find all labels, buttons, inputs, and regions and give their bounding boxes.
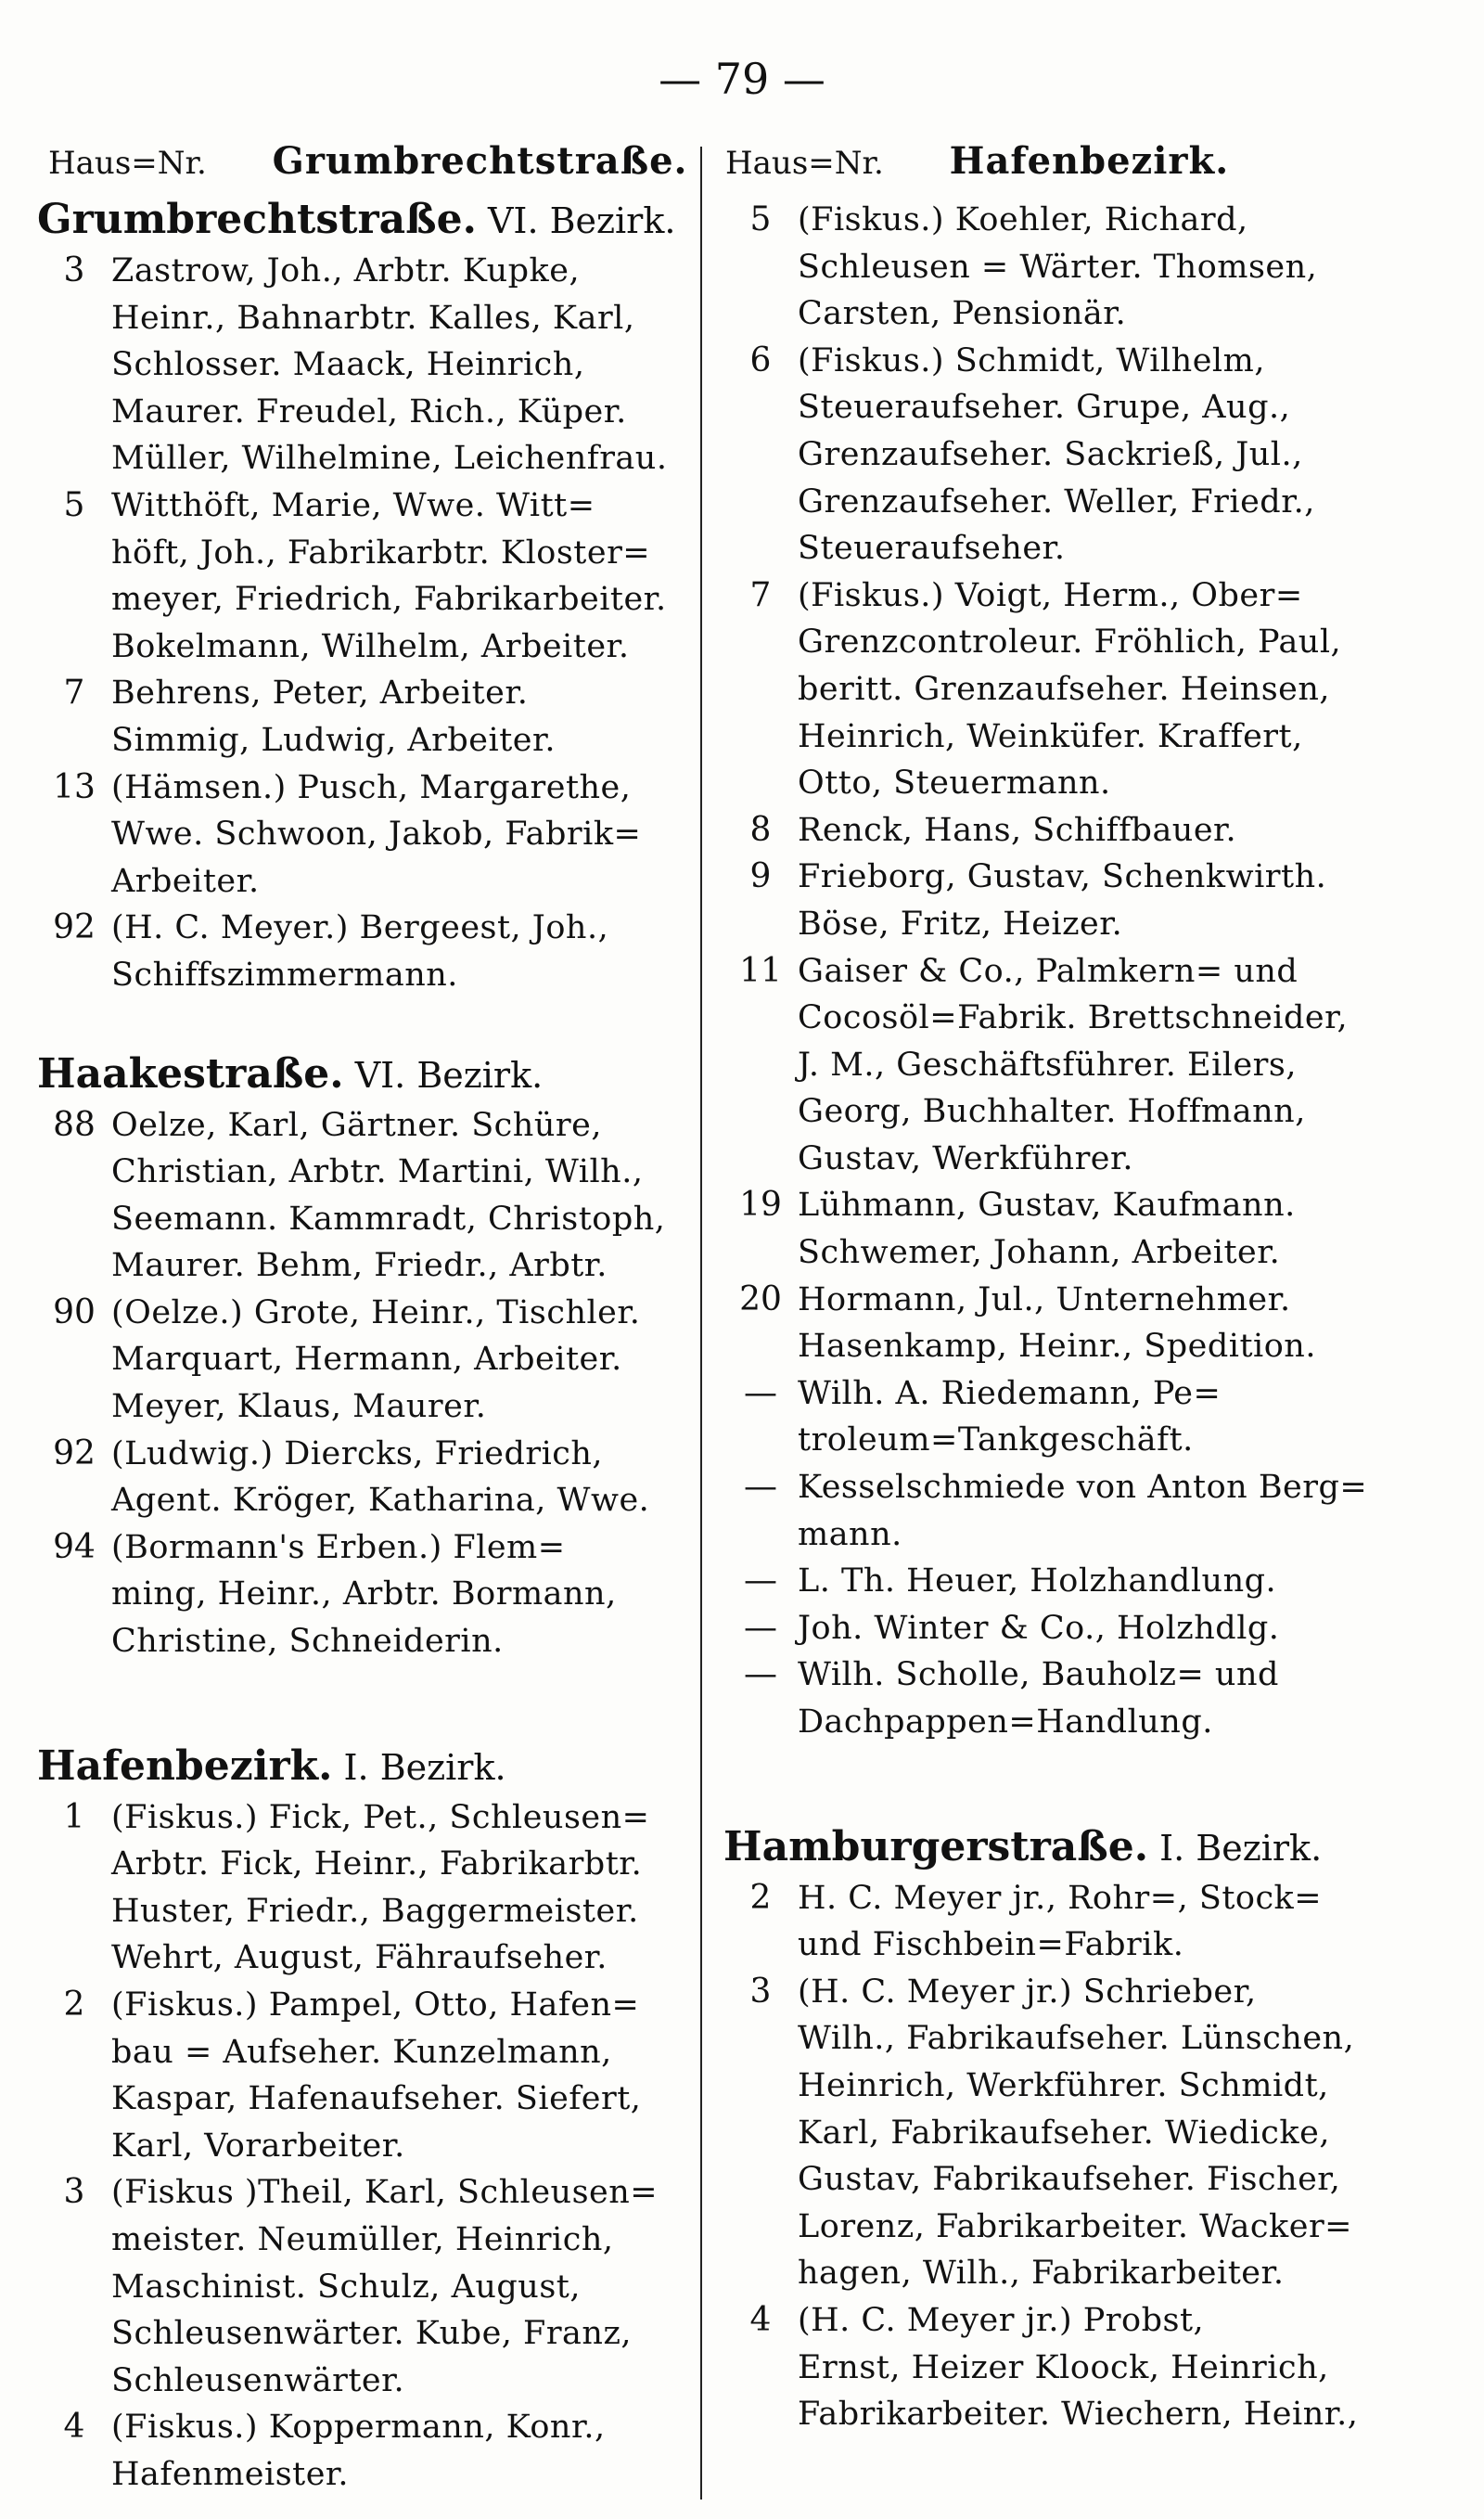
house-number: — <box>744 1562 777 1600</box>
house-number: 4 <box>63 2408 85 2447</box>
resident-line: Seemann. Kammradt, Christoph, <box>111 1200 666 1238</box>
resident-line: Böse, Fritz, Heizer. <box>798 905 1123 943</box>
house-entry <box>37 905 686 998</box>
resident-line: mann. <box>798 1515 902 1553</box>
house-number: 9 <box>749 857 772 896</box>
resident-lines <box>111 1290 686 1431</box>
resident-line: J. M., Geschäftsführer. Eilers, <box>798 1046 1297 1084</box>
house-entry <box>723 1875 1391 1969</box>
resident-line: Maschinist. Schulz, August, <box>111 2268 581 2306</box>
house-number: 92 <box>53 908 96 947</box>
house-entry <box>37 2404 686 2498</box>
resident-lines <box>798 948 1391 1183</box>
resident-line: Wilh. Scholle, Bauholz= und <box>798 1656 1279 1694</box>
house-number: 8 <box>749 810 772 849</box>
house-number: — <box>744 1373 777 1412</box>
resident-line: hagen, Wilh., Fabrikarbeiter. <box>798 2255 1285 2293</box>
resident-line: Fabrikarbeiter. Wiechern, Heinr., <box>798 2396 1359 2434</box>
running-head-label: Haus=Nr. <box>725 145 884 182</box>
house-number: — <box>744 1655 777 1694</box>
resident-line: (H. C. Meyer.) Bergeest, Joh., <box>111 909 609 947</box>
resident-line: Heinrich, Werkführer. Schmidt, <box>798 2066 1329 2104</box>
house-number: 88 <box>53 1105 96 1144</box>
street-section <box>37 1051 686 1665</box>
resident-lines <box>111 670 686 764</box>
house-entry <box>37 670 686 764</box>
house-number: 3 <box>749 1972 772 2011</box>
resident-lines <box>798 572 1391 807</box>
running-head-right <box>725 139 1229 183</box>
resident-line: Karl, Fabrikaufseher. Wiedicke, <box>798 2114 1330 2152</box>
resident-line: ming, Heinr., Arbtr. Bormann, <box>111 1575 617 1613</box>
resident-line: Grenzaufseher. Weller, Friedr., <box>798 482 1315 521</box>
street-heading <box>723 1824 1391 1871</box>
resident-line: Meyer, Klaus, Maurer. <box>111 1388 487 1426</box>
resident-line: Wilh. A. Riedemann, Pe= <box>798 1374 1222 1412</box>
street-section <box>723 1824 1391 2438</box>
resident-line: (Fiskus.) Koppermann, Konr., <box>111 2409 606 2447</box>
house-entry <box>37 1794 686 1982</box>
resident-line: Karl, Vorarbeiter. <box>111 2127 405 2165</box>
resident-line: Schwemer, Johann, Arbeiter. <box>798 1234 1281 1272</box>
street-name: Hamburgerstraße. <box>723 1822 1149 1870</box>
house-entry <box>37 1290 686 1431</box>
house-number: 5 <box>749 200 772 238</box>
resident-lines <box>798 1464 1391 1558</box>
resident-line: Kaspar, Hafenaufseher. Siefert, <box>111 2080 642 2118</box>
house-entry <box>723 1558 1391 1605</box>
section-spacer <box>723 1746 1391 1824</box>
house-entry <box>37 1431 686 1524</box>
district-label: I. Bezirk. <box>1159 1827 1323 1869</box>
house-entry <box>723 854 1391 947</box>
house-entry <box>37 1102 686 1290</box>
house-entry <box>37 2169 686 2404</box>
resident-line: Ernst, Heizer Kloock, Heinrich, <box>798 2348 1329 2386</box>
house-number: 19 <box>739 1186 782 1225</box>
house-entry <box>723 1651 1391 1745</box>
resident-line: Cocosöl=Fabrik. Brettschneider, <box>798 999 1349 1037</box>
resident-line: troleum=Tankgeschäft. <box>798 1421 1194 1459</box>
resident-line: Renck, Hans, Schiffbauer. <box>798 811 1237 849</box>
resident-lines <box>798 1875 1391 1969</box>
resident-line: (Fiskus.) Fick, Pet., Schleusen= <box>111 1798 650 1836</box>
house-number: 20 <box>739 1279 782 1318</box>
resident-line: Grenzcontroleur. Fröhlich, Paul, <box>798 623 1342 662</box>
house-number: 11 <box>739 951 782 990</box>
resident-lines <box>798 197 1391 338</box>
street-name: Grumbrechtstraße. <box>37 196 477 243</box>
resident-lines <box>111 1102 686 1290</box>
resident-line: Hafenmeister. <box>111 2455 349 2493</box>
resident-line: Behrens, Peter, Arbeiter. <box>111 675 529 713</box>
resident-line: (H. C. Meyer jr.) Schrieber, <box>798 1973 1257 2011</box>
house-number: 2 <box>63 1986 85 2024</box>
resident-lines <box>798 1370 1391 1464</box>
resident-line: Lühmann, Gustav, Kaufmann. <box>798 1187 1296 1225</box>
house-entry <box>37 1982 686 2169</box>
resident-line: Wehrt, August, Fähraufseher. <box>111 1939 608 1977</box>
resident-line: (Fiskus.) Koehler, Richard, <box>798 201 1248 238</box>
resident-line: (Fiskus )Theil, Karl, Schleusen= <box>111 2174 659 2212</box>
house-number: 3 <box>63 251 85 289</box>
column-divider <box>700 147 702 2500</box>
house-entry <box>37 482 686 670</box>
resident-lines <box>111 905 686 998</box>
resident-lines <box>798 1182 1391 1276</box>
house-entry <box>723 807 1391 855</box>
resident-line: bau = Aufseher. Kunzelmann, <box>111 2033 612 2071</box>
resident-lines <box>111 248 686 482</box>
house-number: 1 <box>63 1797 85 1836</box>
house-entry <box>723 197 1391 338</box>
house-entry <box>723 948 1391 1183</box>
resident-line: Schiffszimmermann. <box>111 956 458 994</box>
house-number: 5 <box>63 485 85 524</box>
house-number: 13 <box>53 767 96 806</box>
house-entry <box>37 248 686 482</box>
district-label: VI. Bezirk. <box>487 200 676 241</box>
house-entry <box>723 572 1391 807</box>
resident-line: Schleusenwärter. <box>111 2361 405 2399</box>
house-entry <box>723 2297 1391 2438</box>
resident-line: (Fiskus.) Pampel, Otto, Hafen= <box>111 1986 640 2024</box>
resident-line: Christian, Arbtr. Martini, Wilh., <box>111 1153 644 1191</box>
running-head-label: Haus=Nr. <box>48 145 207 182</box>
house-number: 3 <box>63 2173 85 2212</box>
house-number: 94 <box>53 1527 96 1566</box>
house-number: — <box>744 1468 777 1507</box>
resident-line: Carsten, Pensionär. <box>798 295 1127 333</box>
resident-line: meyer, Friedrich, Fabrikarbeiter. <box>111 581 667 619</box>
resident-line: Müller, Wilhelmine, Leichenfrau. <box>111 440 668 478</box>
street-section <box>37 1743 686 2499</box>
resident-line: beritt. Grenzaufseher. Heinsen, <box>798 670 1331 708</box>
resident-line: Joh. Winter & Co., Holzhdlg. <box>798 1609 1280 1647</box>
resident-line: Wilh., Fabrikaufseher. Lünschen, <box>798 2020 1355 2058</box>
house-number: 6 <box>749 341 772 379</box>
resident-lines <box>111 2169 686 2404</box>
page-number: — 79 — <box>659 54 825 104</box>
section-spacer <box>37 999 686 1051</box>
resident-lines <box>111 482 686 670</box>
house-entry <box>723 1370 1391 1464</box>
resident-line: Schleusen = Wärter. Thomsen, <box>798 248 1318 286</box>
house-entry <box>723 1969 1391 2297</box>
resident-line: Wwe. Schwoon, Jakob, Fabrik= <box>111 816 642 854</box>
resident-lines <box>798 854 1391 947</box>
section-spacer <box>37 1665 686 1743</box>
house-number: 90 <box>53 1292 96 1331</box>
resident-lines <box>111 1431 686 1524</box>
house-entry <box>723 338 1391 572</box>
resident-line: (Hämsen.) Pusch, Margarethe, <box>111 768 632 806</box>
resident-line: Heinr., Bahnarbtr. Kalles, Karl, <box>111 299 635 337</box>
house-entry <box>723 1277 1391 1370</box>
running-head-title: Grumbrechtstraße. <box>272 139 688 183</box>
resident-line: Arbtr. Fick, Heinr., Fabrikarbtr. <box>111 1845 643 1883</box>
resident-line: H. C. Meyer jr., Rohr=, Stock= <box>798 1879 1323 1917</box>
resident-line: Steueraufseher. Grupe, Aug., <box>798 389 1291 427</box>
house-number: 4 <box>749 2300 772 2339</box>
resident-lines <box>111 1524 686 1665</box>
running-head-left <box>48 139 687 183</box>
resident-lines <box>798 1605 1391 1652</box>
house-number: 7 <box>749 575 772 614</box>
resident-lines <box>798 1558 1391 1605</box>
house-number: 7 <box>63 674 85 713</box>
resident-line: meister. Neumüller, Heinrich, <box>111 2220 614 2258</box>
street-name: Haakestraße. <box>37 1049 344 1098</box>
resident-line: und Fischbein=Fabrik. <box>798 1926 1184 1964</box>
resident-lines <box>798 807 1391 855</box>
resident-line: (Fiskus.) Voigt, Herm., Ober= <box>798 576 1303 614</box>
district-label: VI. Bezirk. <box>354 1054 544 1096</box>
resident-line: Frieborg, Gustav, Schenkwirth. <box>798 858 1327 896</box>
resident-line: Marquart, Hermann, Arbeiter. <box>111 1341 622 1379</box>
resident-line: Lorenz, Fabrikarbeiter. Wacker= <box>798 2207 1353 2245</box>
resident-line: Maurer. Behm, Friedr., Arbtr. <box>111 1247 608 1285</box>
resident-line: Christine, Schneiderin. <box>111 1623 504 1661</box>
resident-line: Agent. Kröger, Katharina, Wwe. <box>111 1482 650 1520</box>
house-entry <box>723 1182 1391 1276</box>
street-section <box>723 197 1391 1746</box>
district-label: I. Bezirk. <box>343 1746 506 1788</box>
resident-line: Dachpappen=Handlung. <box>798 1703 1213 1741</box>
resident-line: Huster, Friedr., Baggermeister. <box>111 1892 639 1930</box>
resident-line: Oelze, Karl, Gärtner. Schüre, <box>111 1106 602 1144</box>
resident-line: Schleusenwärter. Kube, Franz, <box>111 2315 633 2353</box>
right-column <box>723 197 1391 2438</box>
resident-lines <box>798 338 1391 572</box>
resident-line: (Ludwig.) Diercks, Friedrich, <box>111 1434 604 1472</box>
resident-lines <box>798 1969 1391 2297</box>
resident-lines <box>798 1651 1391 1745</box>
resident-lines <box>798 1277 1391 1370</box>
left-column <box>37 197 686 2499</box>
house-entry <box>723 1464 1391 1558</box>
house-number: 2 <box>749 1878 772 1917</box>
house-entry <box>723 1605 1391 1652</box>
resident-lines <box>111 1982 686 2169</box>
resident-line: Hormann, Jul., Unternehmer. <box>798 1280 1291 1318</box>
resident-line: Witthöft, Marie, Wwe. Witt= <box>111 486 595 524</box>
resident-line: (Bormann's Erben.) Flem= <box>111 1528 566 1566</box>
running-head-title: Hafenbezirk. <box>949 139 1230 183</box>
resident-line: Otto, Steuermann. <box>798 765 1111 803</box>
resident-lines <box>111 2404 686 2498</box>
resident-line: Maurer. Freudel, Rich., Küper. <box>111 392 627 431</box>
resident-line: Kesselschmiede von Anton Berg= <box>798 1469 1368 1507</box>
street-heading <box>37 197 686 244</box>
resident-line: Arbeiter. <box>111 862 260 900</box>
resident-line: Heinrich, Weinküfer. Kraffert, <box>798 717 1303 755</box>
resident-line: Bokelmann, Wilhelm, Arbeiter. <box>111 627 630 665</box>
resident-line: Simmig, Ludwig, Arbeiter. <box>111 721 556 759</box>
resident-line: Zastrow, Joh., Arbtr. Kupke, <box>111 252 581 289</box>
resident-line: L. Th. Heuer, Holzhandlung. <box>798 1562 1277 1600</box>
resident-line: Schlosser. Maack, Heinrich, <box>111 346 585 384</box>
resident-line: Hasenkamp, Heinr., Spedition. <box>798 1328 1316 1366</box>
resident-lines <box>111 1794 686 1982</box>
house-number: — <box>744 1608 777 1647</box>
resident-line: Gaiser & Co., Palmkern= und <box>798 952 1298 990</box>
resident-line: Gustav, Werkführer. <box>798 1139 1134 1177</box>
resident-line: (Fiskus.) Schmidt, Wilhelm, <box>798 341 1265 379</box>
resident-lines <box>798 2297 1391 2438</box>
street-heading <box>37 1051 686 1099</box>
house-entry <box>37 1524 686 1665</box>
street-name: Hafenbezirk. <box>37 1741 333 1790</box>
resident-line: (H. C. Meyer jr.) Probst, <box>798 2301 1205 2339</box>
resident-line: Georg, Buchhalter. Hoffmann, <box>798 1093 1306 1131</box>
resident-line: Grenzaufseher. Sackrieß, Jul., <box>798 435 1303 473</box>
resident-line: Gustav, Fabrikaufseher. Fischer, <box>798 2161 1341 2199</box>
street-heading <box>37 1743 686 1791</box>
resident-line: Steueraufseher. <box>798 530 1066 568</box>
resident-line: (Oelze.) Grote, Heinr., Tischler. <box>111 1293 641 1331</box>
street-section <box>37 197 686 999</box>
resident-lines <box>111 765 686 906</box>
house-number: 92 <box>53 1433 96 1472</box>
resident-line: höft, Joh., Fabrikarbtr. Kloster= <box>111 533 651 572</box>
house-entry <box>37 765 686 906</box>
